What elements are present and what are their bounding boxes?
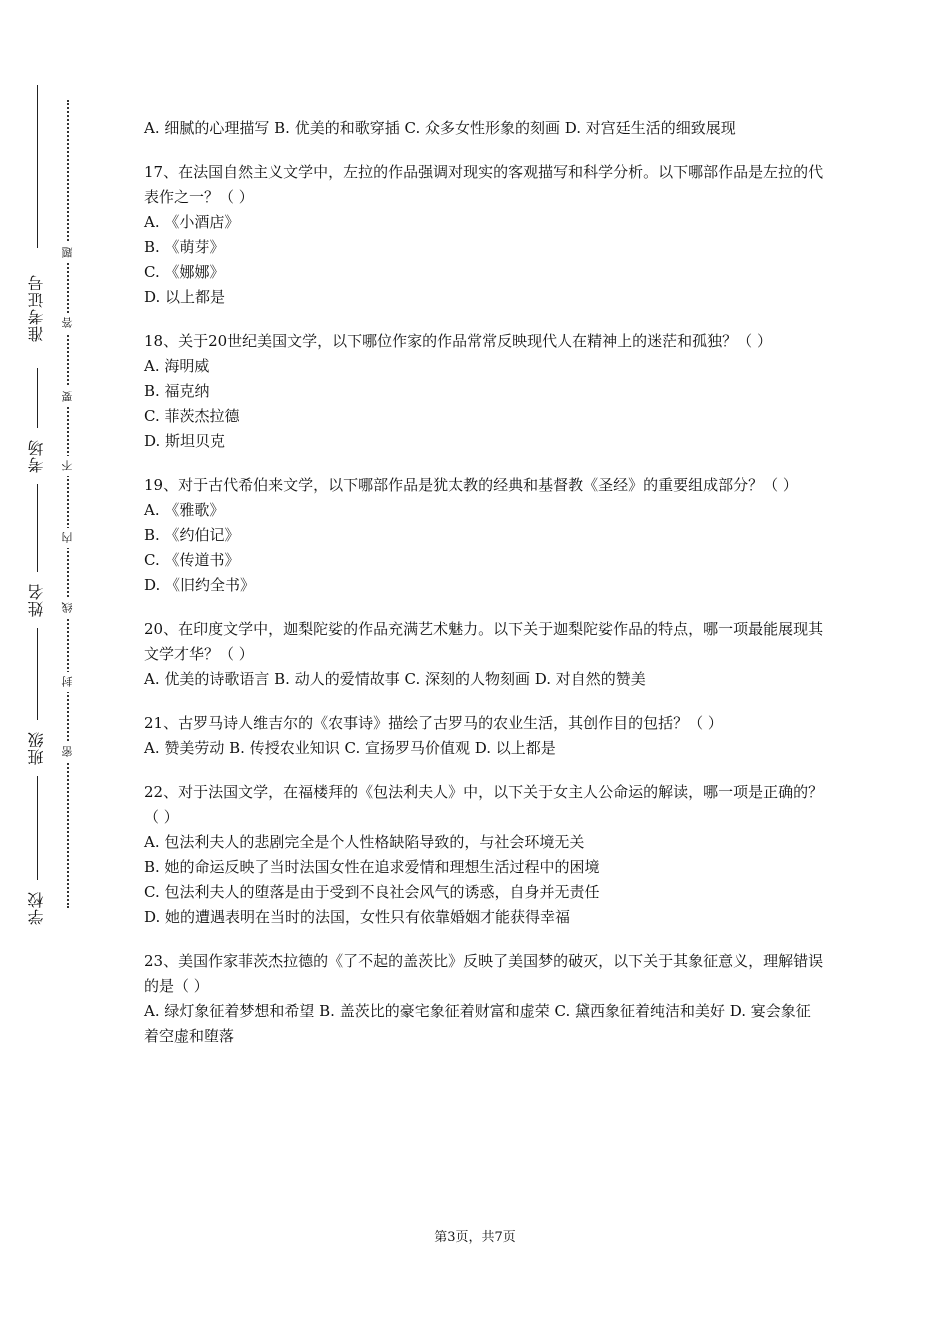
option-c: C. 包法利夫人的堕落是由于受到不良社会风气的诱惑，自身并无责任 bbox=[144, 883, 600, 901]
option-b: B. 福克纳 bbox=[144, 382, 210, 400]
option-c: C. 黛西象征着纯洁和美好 bbox=[554, 1002, 725, 1020]
option-a: A. 海明威 bbox=[144, 357, 210, 375]
option-c: C. 《传道书》 bbox=[144, 551, 240, 569]
option-a: A. 赞美劳动 bbox=[144, 739, 225, 757]
seal-char: 不 bbox=[58, 456, 78, 476]
field-exam-number-label: 准考证号 bbox=[20, 248, 54, 368]
seal-char: 内 bbox=[58, 528, 78, 548]
seal-char: 封 bbox=[58, 672, 78, 692]
option-a: A. 绿灯象征着梦想和希望 bbox=[144, 1002, 315, 1020]
page-footer: 第3页，共7页 bbox=[434, 1230, 516, 1245]
option-b: B. 传授农业知识 bbox=[229, 739, 340, 757]
option-d: D. 斯坦贝克 bbox=[144, 432, 226, 450]
option-a: A. 《雅歌》 bbox=[144, 501, 225, 519]
option-d: D. 对宫廷生活的细致展现 bbox=[564, 119, 736, 137]
question-text: 22、对于法国文学，在福楼拜的《包法利夫人》中，以下关于女主人公命运的解读，哪一项是正确的？（ ） bbox=[144, 783, 824, 826]
option-b: B. 《约伯记》 bbox=[144, 526, 240, 544]
seal-char: 密 bbox=[58, 742, 78, 762]
seal-char: 答 bbox=[58, 313, 78, 333]
option-b: B. 盖茨比的豪宅象征着财富和虚荣 bbox=[319, 1002, 550, 1020]
option-d: D. 以上都是 bbox=[474, 739, 556, 757]
question-19 bbox=[144, 473, 824, 598]
option-a: A. 包法利夫人的悲剧完全是个人性格缺陷导致的，与社会环境无关 bbox=[144, 833, 585, 851]
question-22 bbox=[144, 780, 824, 930]
option-d: D. 《旧约全书》 bbox=[144, 576, 256, 594]
option-a: A. 优美的诗歌语言 bbox=[144, 670, 270, 688]
option-a: A. 细腻的心理描写 bbox=[144, 119, 270, 137]
field-exam-room-label: 考场 bbox=[20, 428, 54, 484]
option-c: C. 众多女性形象的刻画 bbox=[404, 119, 560, 137]
binding-margin bbox=[0, 0, 110, 1344]
binding-solid-line bbox=[37, 85, 38, 930]
inline-options bbox=[144, 999, 824, 1049]
question-17 bbox=[144, 160, 824, 310]
option-c: C. 深刻的人物刻画 bbox=[404, 670, 530, 688]
question-18 bbox=[144, 329, 824, 454]
option-d: D. 对自然的赞美 bbox=[534, 670, 646, 688]
option-d: D. 以上都是 bbox=[144, 288, 226, 306]
option-b: B. 优美的和歌穿插 bbox=[274, 119, 400, 137]
question-text: 20、在印度文学中，迦梨陀娑的作品充满艺术魅力。以下关于迦梨陀娑作品的特点，哪一项最能展现其文学才华？（ ） bbox=[144, 620, 824, 663]
option-c: C. 《娜娜》 bbox=[144, 263, 225, 281]
question-text: 18、关于20世纪美国文学，以下哪位作家的作品常常反映现代人在精神上的迷茫和孤独？（ ） bbox=[144, 332, 772, 350]
question-23 bbox=[144, 949, 824, 1049]
field-school-label: 学校 bbox=[20, 880, 54, 936]
option-d: D. 宴会象征着空虚和堕落 bbox=[144, 1002, 811, 1045]
option-b: B. 她的命运反映了当时法国女性在追求爱情和理想生活过程中的困境 bbox=[144, 858, 600, 876]
seal-dotted-line bbox=[67, 100, 69, 908]
question-text: 17、在法国自然主义文学中，左拉的作品强调对现实的客观描写和科学分析。以下哪部作品是左拉的代表作之一？（ ） bbox=[144, 163, 824, 206]
seal-char: 要 bbox=[58, 387, 78, 407]
option-b: B. 《萌芽》 bbox=[144, 238, 225, 256]
option-b: B. 动人的爱情故事 bbox=[274, 670, 400, 688]
option-c: C. 菲茨杰拉德 bbox=[144, 407, 240, 425]
option-d: D. 她的遭遇表明在当时的法国，女性只有依靠婚姻才能获得幸福 bbox=[144, 908, 571, 926]
inline-options bbox=[144, 736, 824, 761]
inline-options bbox=[144, 116, 824, 141]
field-class-label: 班级 bbox=[20, 720, 54, 776]
question-list bbox=[144, 116, 824, 1068]
question-16-continued bbox=[144, 116, 824, 141]
question-20 bbox=[144, 617, 824, 692]
seal-char: 题 bbox=[58, 243, 78, 263]
question-21 bbox=[144, 711, 824, 761]
option-a: A. 《小酒店》 bbox=[144, 213, 240, 231]
seal-char: 线 bbox=[58, 598, 78, 618]
question-text: 21、古罗马诗人维吉尔的《农事诗》描绘了古罗马的农业生活，其创作目的包括？（ ） bbox=[144, 714, 723, 732]
field-name-label: 姓名 bbox=[20, 572, 54, 628]
option-c: C. 宣扬罗马价值观 bbox=[344, 739, 470, 757]
question-text: 23、美国作家菲茨杰拉德的《了不起的盖茨比》反映了美国梦的破灭，以下关于其象征意义，理解错误的是（ ） bbox=[144, 952, 824, 995]
inline-options bbox=[144, 667, 824, 692]
question-text: 19、对于古代希伯来文学，以下哪部作品是犹太教的经典和基督教《圣经》的重要组成部分？（ ） bbox=[144, 476, 798, 494]
